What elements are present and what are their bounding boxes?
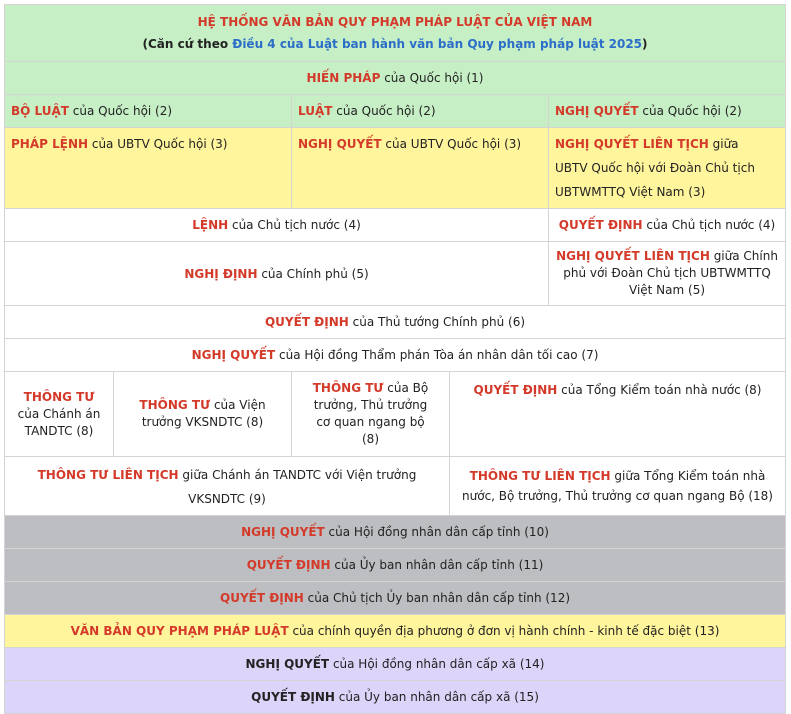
doc-type-keyword: QUYẾT ĐỊNH — [558, 218, 643, 232]
cell-ttlt-ktnn-bo — [450, 457, 786, 516]
row-13 — [5, 615, 786, 648]
doc-type-keyword: VĂN BẢN QUY PHẠM PHÁP LUẬT — [70, 624, 289, 638]
cell-quyet-dinh-ct-ubnd-tinh — [5, 582, 786, 615]
row-9 — [5, 457, 786, 516]
cell-nghi-quyet-hdtp — [5, 339, 786, 372]
cell-quyet-dinh-ubnd-xa — [5, 681, 786, 714]
doc-type-keyword: NGHỊ QUYẾT — [555, 104, 639, 118]
doc-issuer-line-3: UBTWMTTQ Việt Nam (3) — [555, 185, 706, 199]
doc-type-keyword: LỆNH — [192, 218, 229, 232]
cell-thong-tu-vien-truong — [114, 372, 292, 457]
row-10 — [5, 516, 786, 549]
doc-issuer: của Ủy ban nhân dân cấp tỉnh (11) — [330, 558, 544, 572]
doc-issuer: giữa Tổng Kiểm toán nhà nước, Bộ trưởng, Thủ trưởng cơ quan ngang Bộ (18) — [462, 469, 773, 503]
doc-issuer: của Viện trưởng VKSNDTC (8) — [141, 398, 266, 429]
doc-issuer: của Hội đồng Thẩm phán Tòa án nhân dân tối cao (7) — [275, 348, 599, 362]
doc-issuer: của Chủ tịch Ủy ban nhân dân cấp tỉnh (12) — [303, 591, 571, 605]
row-1 — [5, 62, 786, 95]
cell-nghi-quyet-qh — [549, 95, 786, 128]
doc-type-keyword: PHÁP LỆNH — [11, 137, 89, 151]
doc-type-keyword: NGHỊ QUYẾT LIÊN TỊCH — [555, 137, 709, 151]
cell-quyet-dinh-ktnn — [450, 372, 786, 457]
doc-issuer: của Hội đồng nhân dân cấp tỉnh (10) — [324, 525, 549, 539]
doc-type-keyword: THÔNG TƯ — [139, 398, 211, 412]
doc-issuer: của Chính phủ (5) — [257, 266, 369, 281]
row-4 — [5, 209, 786, 242]
row-8 — [5, 372, 786, 457]
header-cell — [5, 5, 786, 62]
page-title: HỆ THỐNG VĂN BẢN QUY PHẠM PHÁP LUẬT CỦA VIỆT NAM — [197, 15, 593, 29]
doc-type-keyword: QUYẾT ĐỊNH — [251, 690, 335, 704]
doc-type-keyword: NGHỊ QUYẾT — [241, 525, 325, 539]
legal-basis-link[interactable]: Điều 4 của Luật ban hành văn bản Quy phạm pháp luật 2025 — [232, 37, 643, 51]
header-row — [5, 5, 786, 62]
doc-issuer: giữa Chính phủ với Đoàn Chủ tịch UBTWMTTQ Việt Nam (5) — [563, 249, 778, 297]
cell-thong-tu-bo-truong — [292, 372, 450, 457]
row-6 — [5, 306, 786, 339]
doc-issuer: của Quốc hội (1) — [380, 71, 484, 85]
cell-hien-phap — [5, 62, 786, 95]
row-15 — [5, 681, 786, 714]
doc-type-keyword: QUYẾT ĐỊNH — [220, 591, 304, 605]
cell-nghi-quyet-hdnd-tinh — [5, 516, 786, 549]
row-12 — [5, 582, 786, 615]
doc-type-keyword: NGHỊ ĐỊNH — [184, 266, 258, 281]
cell-nghi-quyet-lien-tich-ubtv — [549, 128, 786, 209]
cell-quyet-dinh-ttg — [5, 306, 786, 339]
doc-issuer: của Chủ tịch nước (4) — [228, 218, 361, 232]
doc-issuer: của Tổng Kiểm toán nhà nước (8) — [557, 383, 762, 397]
doc-issuer: của Chánh án TANDTC (8) — [17, 406, 101, 438]
doc-type-keyword: THÔNG TƯ — [23, 389, 95, 404]
cell-phap-lenh — [5, 128, 292, 209]
cell-quyet-dinh-ubnd-tinh — [5, 549, 786, 582]
subtitle-prefix: (Căn cứ theo — [142, 37, 233, 51]
cell-lenh — [5, 209, 549, 242]
row-3 — [5, 128, 786, 209]
legal-hierarchy-table-wrapper — [4, 4, 785, 714]
doc-type-keyword: LUẬT — [298, 104, 333, 118]
cell-nghi-quyet-ubtv — [292, 128, 549, 209]
doc-type-keyword: NGHỊ QUYẾT LIÊN TỊCH — [556, 249, 710, 263]
row-7 — [5, 339, 786, 372]
cell-bo-luat — [5, 95, 292, 128]
doc-issuer: của Quốc hội (2) — [68, 104, 173, 118]
cell-quyet-dinh-ctn — [549, 209, 786, 242]
doc-type-keyword: NGHỊ QUYẾT — [245, 657, 330, 671]
doc-type-keyword: THÔNG TƯ LIÊN TỊCH — [469, 469, 611, 483]
row-2 — [5, 95, 786, 128]
cell-nghi-quyet-lien-tich-cp — [549, 242, 786, 306]
doc-type-keyword: QUYẾT ĐỊNH — [246, 558, 331, 572]
doc-issuer: của Hội đồng nhân dân cấp xã (14) — [329, 657, 545, 671]
doc-type-keyword: BỘ LUẬT — [11, 104, 69, 118]
cell-nghi-quyet-hdnd-xa — [5, 648, 786, 681]
doc-issuer: của chính quyền địa phương ở đơn vị hành chính - kinh tế đặc biệt (13) — [288, 624, 720, 638]
row-5 — [5, 242, 786, 306]
doc-issuer: của Chủ tịch nước (4) — [642, 218, 776, 232]
doc-issuer: của Thủ tướng Chính phủ (6) — [348, 315, 526, 329]
doc-issuer: của Quốc hội (2) — [638, 104, 742, 118]
cell-luat — [292, 95, 549, 128]
row-11 — [5, 549, 786, 582]
cell-ttlt-tandtc-vksndtc — [5, 457, 450, 516]
subtitle-suffix: ) — [642, 37, 648, 51]
doc-type-keyword: QUYẾT ĐỊNH — [473, 383, 558, 397]
cell-vbqppl-dac-biet — [5, 615, 786, 648]
doc-issuer: của Ủy ban nhân dân cấp xã (15) — [334, 690, 539, 704]
doc-issuer: của Bộ trưởng, Thủ trưởng cơ quan ngang bộ (8) — [313, 381, 429, 446]
doc-type-keyword: QUYẾT ĐỊNH — [264, 315, 349, 329]
doc-type-keyword: THÔNG TƯ LIÊN TỊCH — [37, 468, 179, 482]
doc-type-keyword: NGHỊ QUYẾT — [298, 137, 382, 151]
doc-issuer: giữa — [708, 137, 739, 151]
doc-issuer-line-2: UBTV Quốc hội với Đoàn Chủ tịch — [555, 161, 755, 175]
legal-hierarchy-table — [4, 4, 786, 714]
doc-issuer: của UBTV Quốc hội (3) — [88, 137, 228, 151]
doc-type-keyword: NGHỊ QUYẾT — [191, 348, 276, 362]
doc-type-keyword: THÔNG TƯ — [312, 381, 384, 395]
doc-type-keyword: HIẾN PHÁP — [306, 71, 381, 85]
doc-issuer: giữa Chánh án TANDTC với Viện trưởng VKSNDTC (9) — [178, 468, 417, 506]
cell-nghi-dinh — [5, 242, 549, 306]
cell-thong-tu-chanh-an — [5, 372, 114, 457]
row-14 — [5, 648, 786, 681]
doc-issuer: của UBTV Quốc hội (3) — [381, 137, 522, 151]
doc-issuer: của Quốc hội (2) — [332, 104, 436, 118]
